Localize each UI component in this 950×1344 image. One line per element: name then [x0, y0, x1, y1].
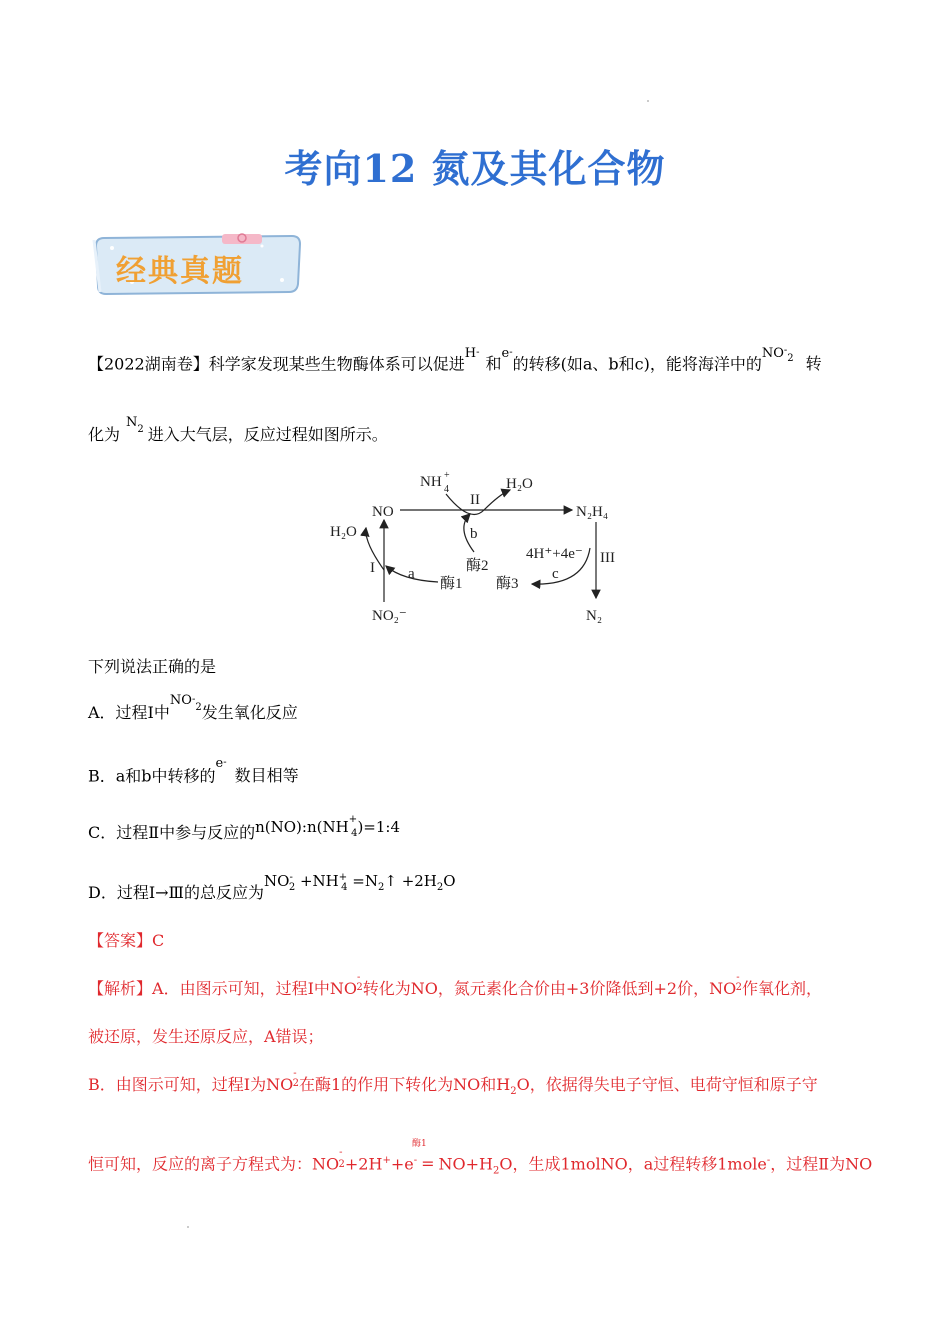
n2h4-label: N₂H₄	[576, 504, 609, 520]
option-d[interactable]: D．过程Ⅰ→Ⅲ的总反应为$NO^{-2} +NH^{+4}$ $=N^2↑ +2H^2O$	[88, 872, 456, 902]
svg-text:+: +	[444, 470, 450, 481]
h2o-left-label: H₂O	[330, 524, 357, 540]
enzyme2-label: 酶2	[466, 558, 489, 574]
enzyme3-label: 酶3	[496, 576, 519, 592]
analysis-b-line-2: 恒可知，反应的离子方程式为：$NO^-2+2H^++e^- = NO+H_2O$，生成1molNO，a过程转移1mole-，过程Ⅱ为NO	[88, 1147, 873, 1177]
analysis-b-line-1: B．由图示可知，过程Ⅰ为$NO^{-2}$在酶1的作用下转化为NO和$H_2O$，依据得失电子守恒、电荷守恒和原子守	[88, 1068, 818, 1098]
answer-label: 【答案】	[88, 931, 153, 950]
section-badge	[92, 232, 304, 296]
option-b[interactable]: B．a和b中转移的$^{e-}$数目相等	[88, 756, 299, 786]
h2o-top-label: H₂O	[506, 476, 533, 492]
nh4-label: NH	[420, 474, 442, 490]
no-label: NO	[372, 504, 394, 520]
question-prompt: 下列说法正确的是	[88, 657, 217, 676]
speck-mark	[647, 100, 649, 102]
question-line-1: 【2022湖南卷】科学家发现某些生物酶体系可以促进$^{H-}$和$^{e-}$的转移(如a、b和c)，能将海洋中的$^{NO-2}$ 转	[88, 345, 822, 374]
step-iii-label: III	[600, 550, 615, 566]
reaction-diagram	[320, 462, 640, 632]
analysis-a-line-1: 【解析】A．由图示可知，过程Ⅰ中$NO^{-2}$转化为NO，氮元素化合价由+3价降低到+2价，$NO^{-2}$作氧化剂，	[88, 972, 822, 998]
badge-label: 经典真题	[116, 254, 244, 289]
answer-line	[88, 930, 164, 952]
page-title: 考向12 氮及其化合物	[284, 146, 666, 191]
arc-a-label: a	[408, 566, 415, 582]
svg-text:4: 4	[444, 484, 449, 495]
no2-label: NO₂⁻	[372, 608, 407, 624]
step-i-label: I	[370, 560, 375, 576]
enzyme-label-small: 酶1	[412, 1139, 427, 1149]
step-ii-label: II	[470, 492, 480, 508]
question-line-2: 化为$^{N2}$ 进入大气层，反应过程如图所示。	[88, 415, 388, 444]
answer-value: C	[152, 931, 165, 950]
analysis-label: 【解析】	[88, 979, 153, 998]
question-source: 【2022湖南卷】	[88, 354, 209, 374]
speck-mark-2	[187, 1226, 189, 1228]
analysis-a-line-2: 被还原，发生还原反应，A错误；	[88, 1027, 324, 1046]
n2-label: N₂	[586, 608, 603, 624]
enzyme1-label: 酶1	[440, 576, 463, 592]
option-c[interactable]: C．过程Ⅱ中参与反应的n(NO):n(NH+4)=1:4	[88, 814, 401, 842]
arc-b-label: b	[470, 526, 478, 542]
option-a[interactable]: A．过程Ⅰ中$^{NO-2}$发生氧化反应	[88, 693, 298, 722]
arc-c-label: c	[552, 566, 559, 582]
hplus-label: 4H⁺+4e⁻	[526, 546, 583, 562]
